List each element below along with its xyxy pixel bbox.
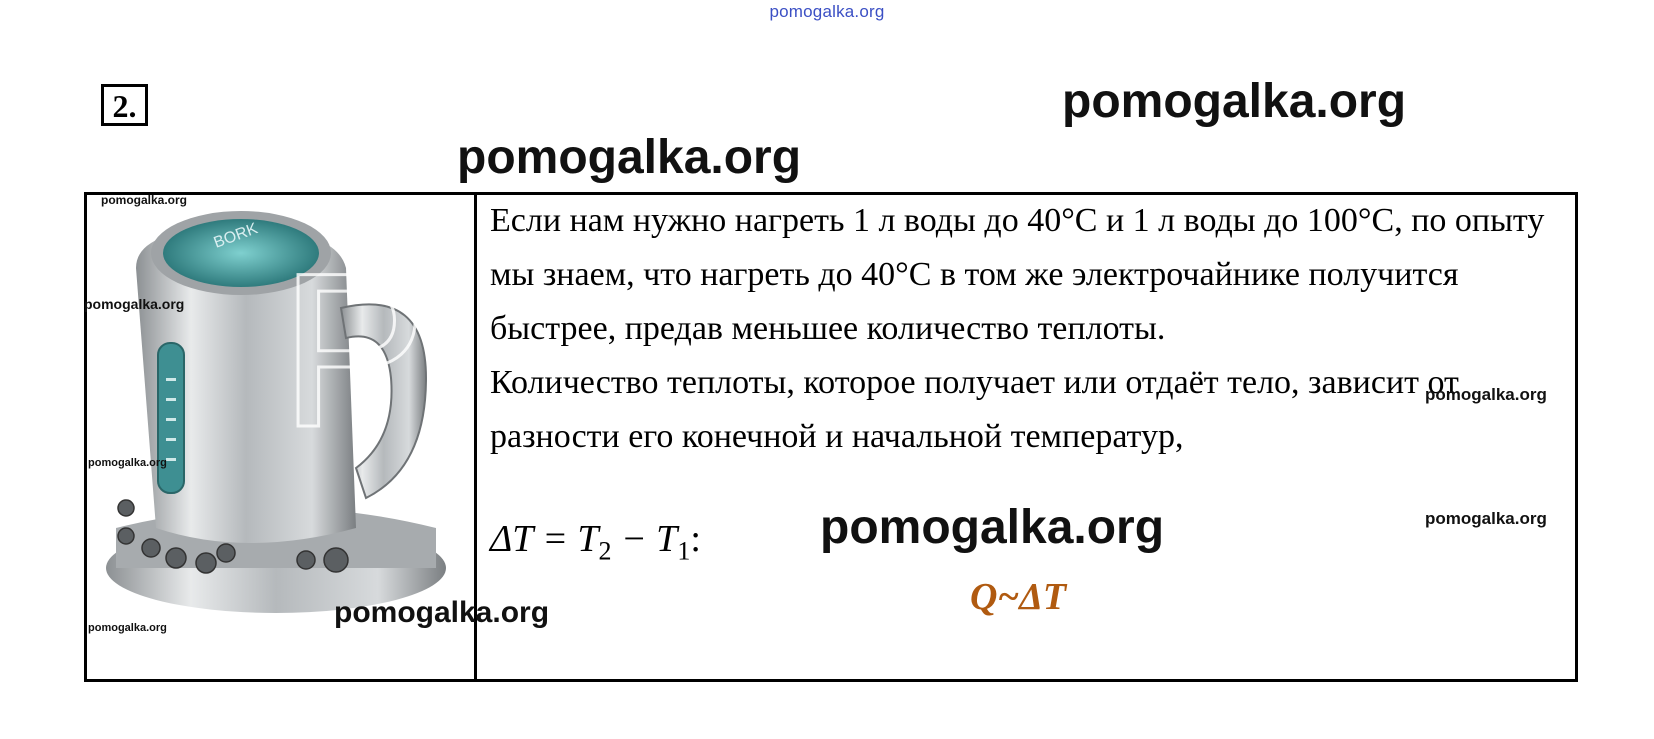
watermark-small-6: pomogalka.org [1425, 509, 1547, 528]
watermark-small-4: pomogalka.org [88, 622, 167, 634]
watermark-small-2: pomogalka.org [84, 296, 185, 312]
watermark-medium-1: pomogalka.org [334, 596, 550, 629]
explanation-text [490, 194, 1550, 464]
watermark-large-2: pomogalka.org [457, 131, 802, 184]
delta-t-formula: $\Delta T = T_2 - T_1$: [490, 518, 701, 566]
task-number: 2. [101, 84, 148, 126]
proportion-formula: Q~ΔT [970, 576, 1067, 618]
paragraph-1: Если нам нужно нагреть 1 л воды до 40°С и 1 л воды до 100°С, по опыту мы знаем, что нагреть до 40°С в том же электрочайнике получится быстрее, предав меньшее количество теплоты. [490, 202, 1545, 347]
watermark-small-3: pomogalka.org [88, 457, 167, 469]
watermark-top: pomogalka.org [769, 2, 885, 21]
svg-text:BORK: BORK [211, 220, 260, 252]
watermark-small-1: pomogalka.org [101, 193, 188, 207]
watermark-large-1: pomogalka.org [1062, 75, 1407, 128]
paragraph-2: Количество теплоты, которое получает или отдаёт тело, зависит от разности его конечной и начальной температур, [490, 364, 1459, 455]
watermark-large-3: pomogalka.org [820, 501, 1165, 554]
watermark-small-5: pomogalka.org [1425, 385, 1547, 404]
faded-logo: P [280, 227, 427, 473]
